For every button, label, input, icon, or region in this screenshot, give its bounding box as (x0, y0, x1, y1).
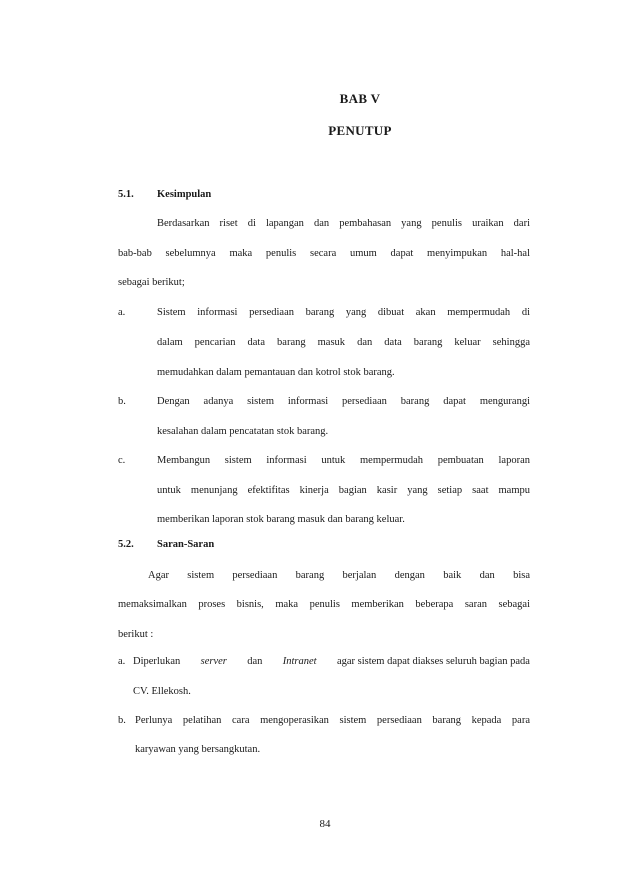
list-item-line: kesalahan dalam pencatatan stok barang. (157, 426, 329, 437)
text-run-italic: server (200, 656, 227, 667)
list-item-line: Perlunya pelatihan cara mengoperasikan sistem persediaan barang kepada para (135, 715, 530, 726)
list-item-line: memudahkan dalam pemantauan dan kotrol stok barang. (157, 367, 395, 378)
chapter-title: PENUTUP (328, 123, 392, 138)
list-item-line: Sistem informasi persediaan barang yang dibuat akan mempermudah di (157, 307, 530, 318)
paragraph-line: sebagai berikut; (118, 277, 185, 288)
list-item-line: dalam pencarian data barang masuk dan data barang keluar sehingga (157, 337, 530, 348)
list-marker: a. (118, 307, 126, 318)
list-item-line: Membangun sistem informasi untuk mempermudah pembuatan laporan (157, 455, 530, 466)
list-marker: c. (118, 455, 126, 466)
paragraph-line: memaksimalkan proses bisnis, maka penulis memberikan beberapa saran sebagai (118, 599, 530, 610)
page-number: 84 (319, 818, 331, 830)
list-marker: a. (118, 656, 126, 667)
section-number: 5.1. (118, 189, 134, 200)
paragraph-line: Agar sistem persediaan barang berjalan dengan baik dan bisa (148, 570, 530, 581)
section-title: Kesimpulan (157, 189, 212, 200)
list-item-line: untuk menunjang efektifitas kinerja bagian kasir yang setiap saat mampu (157, 485, 530, 496)
paragraph-line: berikut : (118, 629, 154, 640)
text-run: dan (247, 656, 263, 667)
chapter-heading: BAB V (339, 91, 381, 106)
list-item-line (133, 655, 530, 669)
list-item-line: CV. Ellekosh. (133, 686, 191, 697)
text-run: agar sistem dapat diakses seluruh bagian pada (336, 656, 530, 667)
section-title: Saran-Saran (157, 539, 215, 550)
text-run-italic: Intranet (282, 656, 317, 667)
list-item-line: Dengan adanya sistem informasi persediaan barang dapat mengurangi (157, 396, 530, 407)
list-marker: b. (118, 715, 126, 726)
paragraph-line: bab-bab sebelumnya maka penulis secara umum dapat menyimpukan hal-hal (118, 248, 530, 259)
paragraph-line: Berdasarkan riset di lapangan dan pembahasan yang penulis uraikan dari (157, 218, 530, 229)
section-number: 5.2. (118, 539, 134, 550)
text-run: Diperlukan (133, 656, 181, 667)
list-marker: b. (118, 396, 126, 407)
list-item-line: memberikan laporan stok barang masuk dan barang keluar. (157, 514, 405, 525)
list-item-line: karyawan yang bersangkutan. (135, 744, 261, 755)
